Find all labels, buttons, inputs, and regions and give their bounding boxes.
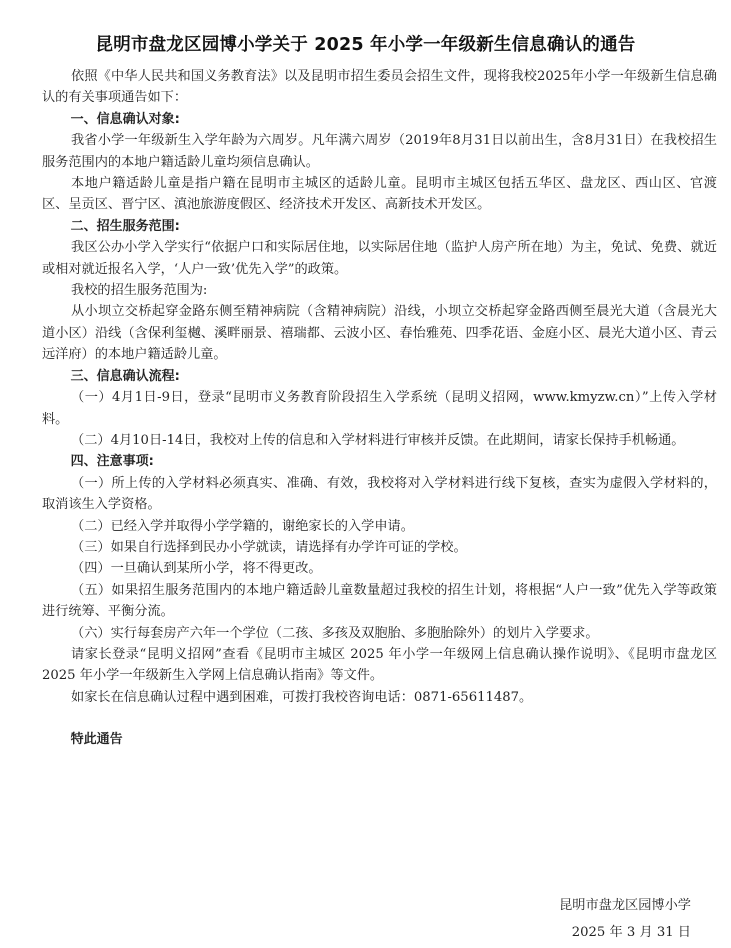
section-heading: 三、信息确认流程: [70, 368, 180, 384]
paragraph: 我区公办小学入学实行“依据户口和实际居住地，以实际居住地（监护人房产所在地）为主，免试、免费、就近或相对就近报名入学，‘人户一致’优先入学”的政策。 [42, 240, 717, 277]
paragraph: （二）4月10日-14日，我校对上传的信息和入学材料进行审核并反馈。在此期间，请家长保持手机畅通。 [71, 432, 685, 448]
signature-date: 2025 年 3 月 31 日 [571, 925, 691, 940]
paragraph: （五）如果招生服务范围内的本地户籍适龄儿童数量超过我校的招生计划，将根据“人户一致”优先入学等政策进行统筹、平衡分流。 [42, 582, 717, 620]
paragraph: （一）4月1日-9日，登录“昆明市义务教育阶段招生入学系统（昆明义招网，www.kmyzw.cn）”上传入学材料。 [42, 390, 717, 427]
closing-paragraph: 如家长在信息确认过程中遇到困难，可拨打我校咨询电话：0871-65611487。 [71, 689, 533, 705]
paragraph: （四）一旦确认到某所小学，将不得更改。 [71, 561, 322, 577]
paragraph: （三）如果自行选择到民办小学就读，请选择有办学许可证的学校。 [71, 539, 467, 555]
paragraph: （一）所上传的入学材料必须真实、准确、有效，我校将对入学材料进行线下复核，查实为虚假入学材料的，取消该生入学资格。 [42, 475, 717, 513]
section-heading: 一、信息确认对象: [70, 111, 180, 127]
page-title: 昆明市盘龙区园博小学关于 2025 年小学一年级新生信息确认的通告 [95, 35, 636, 55]
paragraph: （六）实行每套房产六年一个学位（二孩、多孩及双胞胎、多胞胎除外）的划片入学要求。 [71, 625, 599, 641]
notice-label: 特此通告 [70, 732, 123, 748]
section-heading: 二、招生服务范围: [70, 218, 180, 234]
paragraph: （二）已经入学并取得小学学籍的，谢绝家长的入学申请。 [71, 518, 414, 534]
document-body [42, 66, 717, 751]
closing-paragraph: 请家长登录“昆明义招网”查看《昆明市主城区 2025 年小学一年级网上信息确认操作说明》、《昆明市盘龙区 2025 年小学一年级新生入学网上信息确认指南》等文件。 [42, 646, 717, 684]
paragraph: 我省小学一年级新生入学年龄为六周岁。凡年满六周岁（2019年8月31日以前出生，含8月31日）在我校招生服务范围内的本地户籍适龄儿童均须信息确认。 [42, 133, 717, 170]
section-heading: 四、注意事项: [70, 454, 154, 470]
intro-paragraph: 依照《中华人民共和国义务教育法》以及昆明市招生委员会招生文件，现将我校2025年小学一年级新生信息确认的有关事项通告如下： [42, 69, 717, 106]
paragraph: 从小坝立交桥起穿金路东侧至精神病院（含精神病院）沿线，小坝立交桥起穿金路西侧至晨光大道（含晨光大道小区）沿线（含保利玺樾、溪畔丽景、禧瑞都、云波小区、春怡雅苑、四季花语、金庭小区、晨光大道小区、青云远洋府）的本地户籍适龄儿童。 [42, 304, 717, 363]
paragraph: 本地户籍适龄儿童是指户籍在昆明市主城区的适龄儿童。昆明市主城区包括五华区、盘龙区、西山区、官渡区、呈贡区、晋宁区、滇池旅游度假区、经济技术开发区、高新技术开发区。 [42, 176, 717, 213]
signature-org: 昆明市盘龙区园博小学 [559, 898, 691, 913]
paragraph: 我校的招生服务范围为: [71, 283, 208, 299]
